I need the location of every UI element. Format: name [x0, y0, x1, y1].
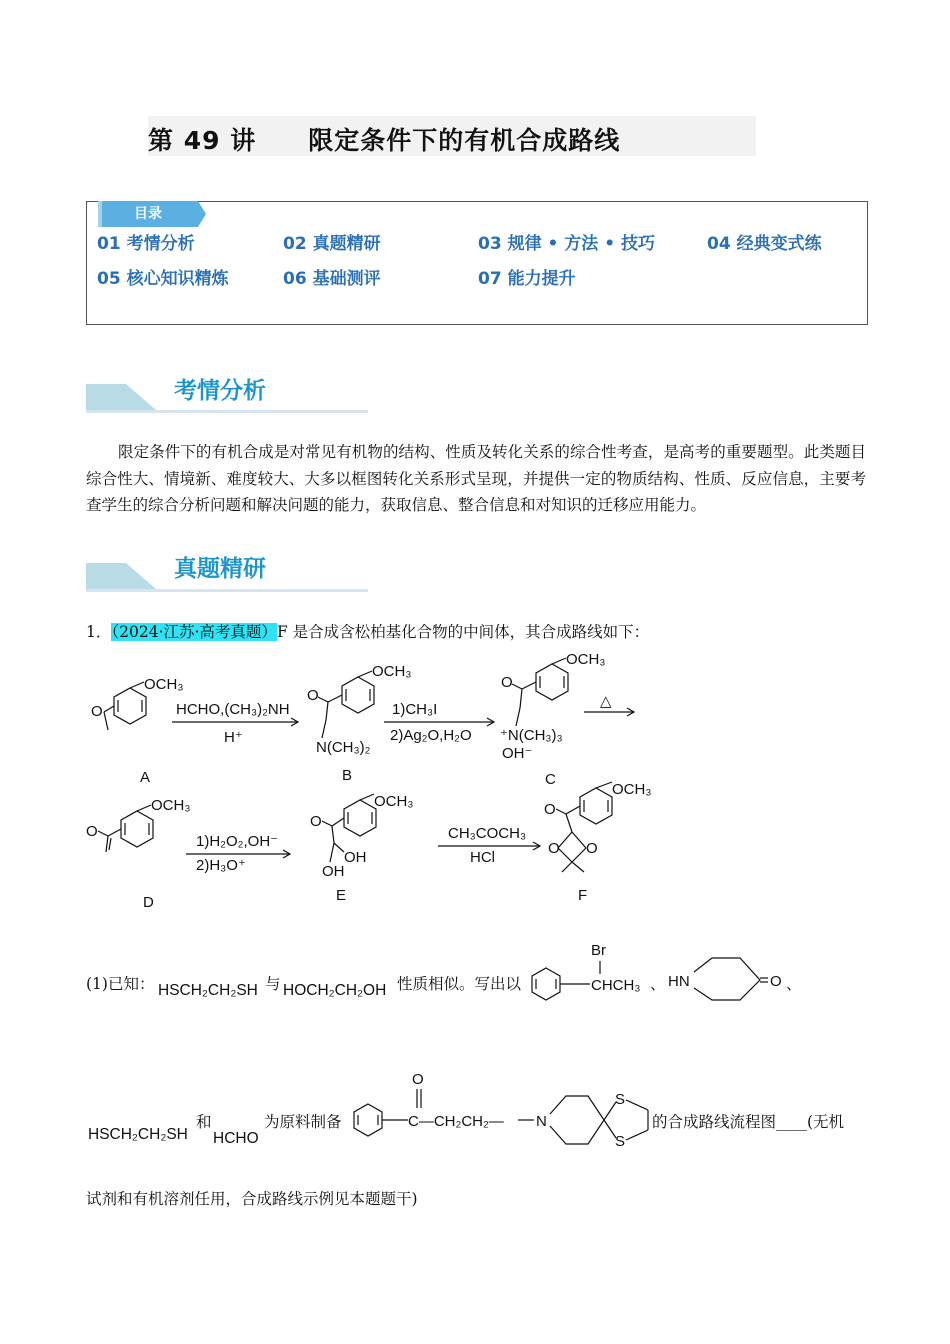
- target-s1: S: [615, 1091, 626, 1108]
- c-o: O: [501, 674, 513, 691]
- part1-comma2: 、: [786, 975, 802, 993]
- reagent-d-e-bottom: 2)H₃O⁺: [196, 857, 246, 874]
- toc-item-analysis[interactable]: 01 考情分析: [97, 234, 195, 254]
- b-och3: OCH₃: [372, 663, 412, 680]
- b-nme2: N(CH₃)₂: [316, 739, 371, 756]
- reagent-b-c-bottom: 2)Ag₂O,H₂O: [390, 727, 472, 744]
- section-title-real-exam: 真题精研: [174, 556, 266, 582]
- f-och3: OCH₃: [612, 781, 652, 798]
- p1-o: O: [770, 973, 782, 990]
- toc-item-methods[interactable]: 03 规律 • 方法 • 技巧: [478, 234, 655, 254]
- c-oh-minus: OH⁻: [502, 745, 533, 762]
- label-d: D: [143, 894, 154, 911]
- question-number: 1．: [86, 623, 112, 641]
- e-oh1: OH: [344, 849, 367, 866]
- f-o-ring2: O: [548, 840, 560, 857]
- d-och3: OCH₃: [151, 797, 191, 814]
- a-och3: OCH₃: [144, 676, 184, 693]
- section-title-analysis: 考情分析: [174, 378, 266, 404]
- reagent-e-f-bottom: HCl: [470, 849, 495, 866]
- reagent-a-b-top: HCHO,(CH₃)₂NH: [176, 701, 290, 718]
- toc-tab-label: 目录: [134, 206, 162, 222]
- reagent-c-d: △: [600, 693, 612, 710]
- part1-raw: 为原料制备: [264, 1113, 342, 1131]
- question-stem: F 是合成含松柏基化合物的中间体，其合成路线如下：: [276, 623, 650, 641]
- part1-hsch2ch2sh: HSCH₂CH₂SH: [158, 982, 258, 999]
- p1-br: Br: [591, 942, 606, 959]
- c-nme3: ⁺N(CH₃)₃: [500, 727, 563, 744]
- label-a: A: [140, 769, 151, 786]
- label-f: F: [578, 887, 588, 904]
- toc-item-core[interactable]: 05 核心知识精炼: [97, 269, 229, 289]
- c-och3: OCH₃: [566, 651, 606, 668]
- reagent-d-e-top: 1)H₂O₂,OH⁻: [196, 833, 279, 850]
- part1-hcho: HCHO: [213, 1130, 259, 1147]
- target-chain: C—CH₂CH₂—: [408, 1113, 504, 1130]
- label-b: B: [342, 767, 353, 784]
- part1-hsch2ch2sh-2: HSCH₂CH₂SH: [88, 1126, 188, 1143]
- part1-prefix: (1)已知：: [86, 975, 155, 993]
- reagent-a-b-bottom: H⁺: [224, 729, 243, 746]
- part1-comma1: 、: [650, 975, 666, 993]
- reagent-b-c-top: 1)CH₃I: [392, 701, 438, 718]
- label-c: C: [545, 771, 556, 788]
- reagent-e-f-top: CH₃COCH₃: [448, 825, 527, 842]
- toc-item-ability[interactable]: 07 能力提升: [478, 269, 576, 289]
- page-title: 第 49 讲 限定条件下的有机合成路线: [148, 126, 621, 155]
- part1-he: 和: [196, 1113, 212, 1131]
- p1-chch3: CHCH₃: [591, 977, 641, 994]
- b-o: O: [307, 687, 319, 704]
- toc-item-basic[interactable]: 06 基础测评: [283, 269, 381, 289]
- target-n: N: [536, 1113, 547, 1130]
- f-o-ring1: O: [586, 840, 598, 857]
- part1-line2: 试剂和有机溶剂任用，合成路线示例见本题题干): [86, 1190, 418, 1208]
- e-oh2: OH: [322, 863, 345, 880]
- d-o: O: [86, 823, 98, 840]
- e-o: O: [310, 813, 322, 830]
- f-o: O: [544, 801, 556, 818]
- toc-item-real-exam[interactable]: 02 真题精研: [283, 234, 381, 254]
- part1-similar: 性质相似。写出以: [397, 975, 522, 993]
- part1-hoch2ch2oh: HOCH₂CH₂OH: [283, 982, 387, 999]
- analysis-paragraph: 限定条件下的有机合成是对常见有机物的结构、性质及转化关系的综合性考查，是高考的重要题型。此类题目综合性大、情境新、难度较大、大多以框图转化关系形式呈现，并提供一定的物质结构、性质、反应信息，主要考查学生的综合分析问题和解决问题的能力，获取信息、整合信息和对知识的迁移应用能力。: [86, 443, 866, 514]
- target-s2: S: [615, 1133, 626, 1150]
- p1-hn: HN: [668, 973, 690, 990]
- label-e: E: [336, 887, 347, 904]
- toc-item-variants[interactable]: 04 经典变式练: [707, 234, 822, 254]
- question-source: （2024·江苏·高考真题）: [111, 623, 277, 641]
- part1-tail: 的合成路线流程图____(无机: [652, 1113, 845, 1131]
- e-och3: OCH₃: [374, 793, 414, 810]
- part1-yu: 与: [265, 975, 281, 993]
- a-o: O: [91, 703, 103, 720]
- target-o: O: [412, 1071, 424, 1088]
